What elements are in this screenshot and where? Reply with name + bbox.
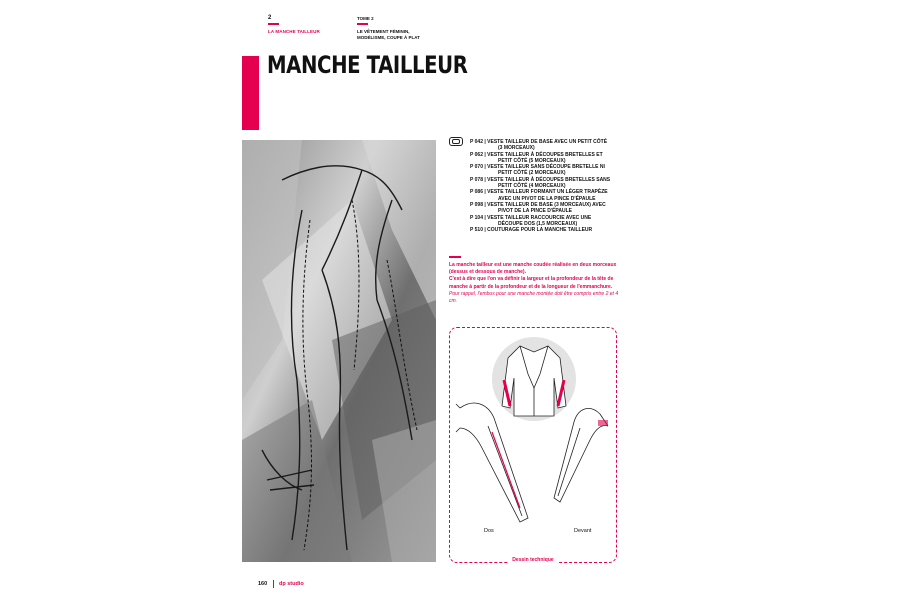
list-item[interactable] [470, 202, 620, 215]
description-note: Pour rappel, l'embus pour une manche montée doit être compris entre 2 et 4 cm. [449, 290, 619, 305]
technical-drawing-frame [449, 327, 617, 563]
reference-continuation: PETIT CÔTÉ (2 MORCEAUX) [498, 170, 566, 177]
page-title: MANCHE TAILLEUR [267, 51, 468, 79]
back-sleeve-pattern [456, 403, 528, 522]
chapter-number: 2 [268, 15, 272, 21]
description-paragraph: La manche tailleur est une manche coudée réalisée en deux morceaux (dessus et dessous de manche). [449, 262, 617, 276]
jacket-sketch-illustration [242, 140, 436, 562]
reference-continuation: PETIT CÔTÉ (4 MORCEAUX) [498, 183, 566, 190]
footer-separator [273, 580, 274, 588]
list-item[interactable] [470, 227, 620, 233]
chapter-accent-bar [268, 23, 279, 25]
reference-line: P 070 | VESTE TAILLEUR SANS DÉCOUPE BRETELLE NI [470, 164, 605, 171]
list-item[interactable] [470, 139, 620, 152]
description-accent-bar [449, 256, 461, 258]
tome-label: TOME 2 [357, 16, 374, 21]
list-item[interactable] [470, 215, 620, 228]
page-number: 160 [258, 581, 268, 587]
technical-drawing-caption [449, 557, 617, 563]
technical-drawing-label: Dessin technique [509, 557, 556, 563]
technical-drawing [450, 328, 616, 562]
description-text [449, 262, 621, 305]
description-paragraph: C'est à dire que l'on va définir la largeur et la profondeur de la tête de manche à partir de la profondeur et de la longueur de l'emmanchure. [449, 276, 614, 290]
list-item[interactable] [470, 152, 620, 165]
list-item[interactable] [470, 189, 620, 202]
back-label: Dos [484, 528, 494, 534]
reference-line: P 510 | COUTURAGE POUR LA MANCHE TAILLEUR [470, 227, 593, 234]
reference-continuation: PIVOT DE LA PINCE D'ÉPAULE [498, 208, 572, 215]
jacket-sketch-photo [242, 140, 436, 562]
title-accent-block [242, 56, 259, 130]
list-item[interactable] [470, 177, 620, 190]
reference-line: P 098 | VESTE TAILLEUR DE BASE (3 MORCEAUX) AVEC [470, 201, 606, 208]
publisher-name: dp studio [279, 581, 304, 587]
reference-line: P 042 | VESTE TAILLEUR DE BASE AVEC UN PETIT CÔTÉ [470, 139, 608, 145]
reference-line: P 078 | VESTE TAILLEUR À DÉCOUPES BRETELLES SANS [470, 176, 611, 183]
list-item[interactable] [470, 164, 620, 177]
reference-continuation: PETIT CÔTÉ (5 MORCEAUX) [498, 157, 566, 164]
pattern-references-list [470, 139, 620, 233]
reference-continuation: AVEC UN PIVOT DE LA PINCE D'ÉPAULE [498, 195, 596, 202]
reference-continuation: (3 MORCEAUX) [498, 145, 535, 152]
book-subtitle: LE VÊTEMENT FÉMININ, MODÉLISME, COUPE À PLAT [357, 29, 420, 40]
reference-line: P 104 | VESTE TAILLEUR RACCOURCIE AVEC UNE [470, 214, 592, 221]
pattern-file-icon [449, 137, 463, 146]
tome-accent-bar [357, 23, 368, 25]
chapter-title: LA MANCHE TAILLEUR [268, 29, 320, 34]
reference-line: P 062 | VESTE TAILLEUR À DÉCOUPES BRETELLES ET [470, 151, 603, 158]
reference-line: P 086 | VESTE TAILLEUR FORMANT UN LÉGER TRAPÈZE [470, 189, 608, 196]
reference-continuation: DÉCOUPE DOS (1,5 MORCEAUX) [498, 220, 578, 227]
front-label: Devant [574, 528, 592, 534]
